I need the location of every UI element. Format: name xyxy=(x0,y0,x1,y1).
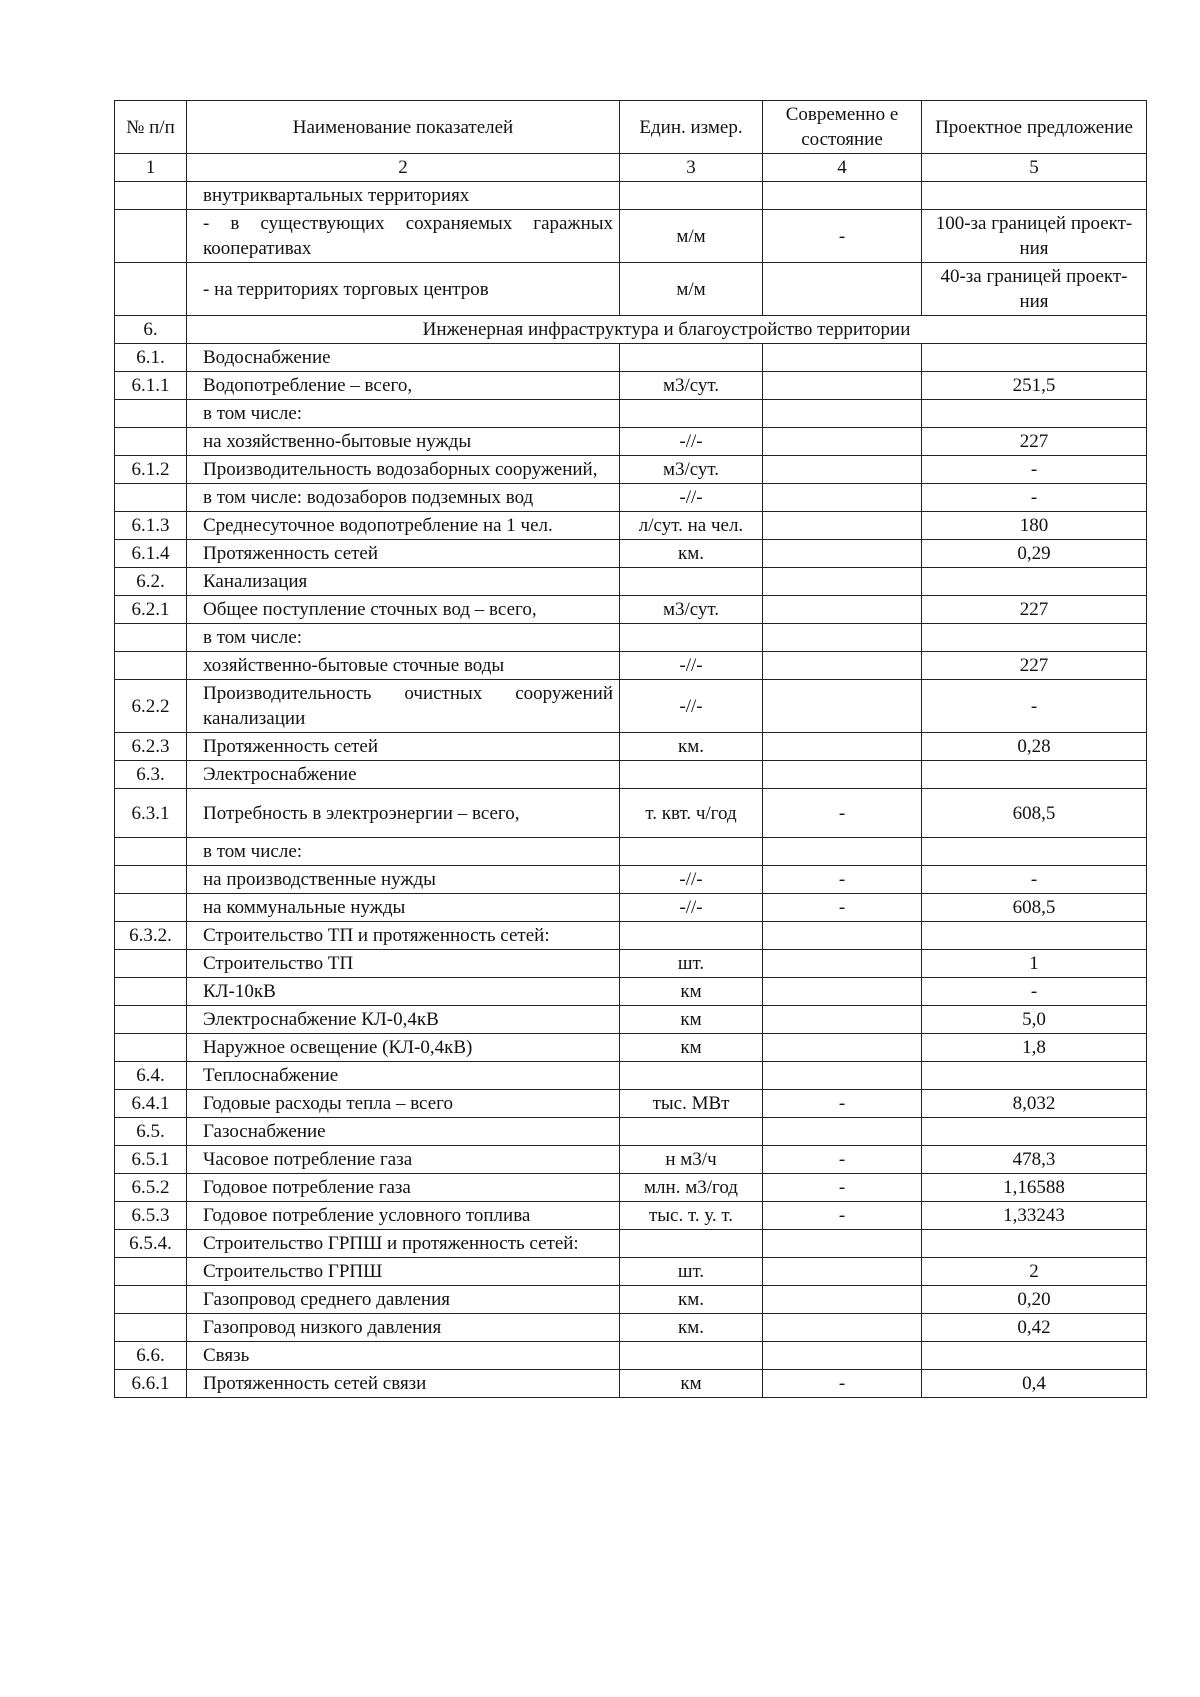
current-state-cell: - xyxy=(763,789,922,838)
current-state-cell xyxy=(763,733,922,761)
unit-cell: км. xyxy=(620,733,763,761)
proposed-value-cell: 1,33243 xyxy=(922,1202,1147,1230)
indicator-name: Протяженность сетей связи xyxy=(187,1370,620,1398)
indicators-table xyxy=(114,100,1147,1398)
table-row xyxy=(115,1034,1147,1062)
current-state-cell xyxy=(763,344,922,372)
row-number xyxy=(115,1006,187,1034)
row-number xyxy=(115,624,187,652)
indicator-name: Строительство ТП и протяженность сетей: xyxy=(187,922,620,950)
row-number: 6.1.1 xyxy=(115,372,187,400)
unit-cell: -//- xyxy=(620,484,763,512)
current-state-cell xyxy=(763,182,922,210)
current-state-cell: - xyxy=(763,1174,922,1202)
current-state-cell xyxy=(763,456,922,484)
current-state-cell: - xyxy=(763,1202,922,1230)
indicator-name: Газопровод среднего давления xyxy=(187,1286,620,1314)
current-state-cell xyxy=(763,1062,922,1090)
row-number: 6.5.1 xyxy=(115,1146,187,1174)
table-row xyxy=(115,372,1147,400)
row-number: 6.4. xyxy=(115,1062,187,1090)
current-state-cell xyxy=(763,400,922,428)
proposed-value-cell xyxy=(922,1230,1147,1258)
table-row xyxy=(115,400,1147,428)
current-state-cell: - xyxy=(763,1370,922,1398)
row-number xyxy=(115,838,187,866)
current-state-cell xyxy=(763,624,922,652)
table-row xyxy=(115,680,1147,733)
proposed-value-cell: 2 xyxy=(922,1258,1147,1286)
row-number: 6.1. xyxy=(115,344,187,372)
indicator-name: внутриквартальных территориях xyxy=(187,182,620,210)
unit-cell: м/м xyxy=(620,210,763,263)
row-number xyxy=(115,182,187,210)
table-row xyxy=(115,456,1147,484)
indicator-name: - в существующих сохраняемых гаражных кооперативах xyxy=(187,210,620,263)
current-state-cell xyxy=(763,1006,922,1034)
current-state-cell: - xyxy=(763,210,922,263)
table-row xyxy=(115,1174,1147,1202)
table-header-row xyxy=(115,101,1147,154)
indicator-name: Водопотребление – всего, xyxy=(187,372,620,400)
table-row xyxy=(115,789,1147,838)
unit-cell xyxy=(620,400,763,428)
proposed-value-cell xyxy=(922,400,1147,428)
row-number xyxy=(115,1034,187,1062)
table-row xyxy=(115,922,1147,950)
proposed-value-cell: 1 xyxy=(922,950,1147,978)
unit-cell: м/м xyxy=(620,263,763,316)
unit-cell xyxy=(620,1342,763,1370)
indicator-name: Канализация xyxy=(187,568,620,596)
current-state-cell xyxy=(763,1342,922,1370)
indicator-name: Строительство ГРПШ и протяженность сетей: xyxy=(187,1230,620,1258)
header-no: № п/п xyxy=(115,101,187,154)
row-number xyxy=(115,652,187,680)
indicator-name: Производительность очистных сооружений канализации xyxy=(187,680,620,733)
indicator-name: Среднесуточное водопотребление на 1 чел. xyxy=(187,512,620,540)
indicator-name: на хозяйственно-бытовые нужды xyxy=(187,428,620,456)
proposed-value-cell: 0,29 xyxy=(922,540,1147,568)
table-row xyxy=(115,652,1147,680)
table-row xyxy=(115,540,1147,568)
current-state-cell xyxy=(763,1314,922,1342)
proposed-value-cell: 0,42 xyxy=(922,1314,1147,1342)
header-unit: Един. измер. xyxy=(620,101,763,154)
row-number: 6.4.1 xyxy=(115,1090,187,1118)
row-number: 6.5.3 xyxy=(115,1202,187,1230)
proposed-value-cell: 608,5 xyxy=(922,789,1147,838)
current-state-cell xyxy=(763,680,922,733)
proposed-value-cell xyxy=(922,922,1147,950)
row-number xyxy=(115,866,187,894)
proposed-value-cell: - xyxy=(922,484,1147,512)
unit-cell xyxy=(620,1230,763,1258)
proposed-value-cell: 180 xyxy=(922,512,1147,540)
current-state-cell xyxy=(763,1034,922,1062)
header-current: Современно е состояние xyxy=(763,101,922,154)
proposed-value-cell: 0,28 xyxy=(922,733,1147,761)
indicator-name: в том числе: xyxy=(187,624,620,652)
unit-cell xyxy=(620,182,763,210)
proposed-value-cell xyxy=(922,761,1147,789)
table-row xyxy=(115,866,1147,894)
indicator-name: Водоснабжение xyxy=(187,344,620,372)
row-number: 6.1.2 xyxy=(115,456,187,484)
current-state-cell xyxy=(763,922,922,950)
proposed-value-cell: 251,5 xyxy=(922,372,1147,400)
row-number: 6.2.1 xyxy=(115,596,187,624)
table-row xyxy=(115,761,1147,789)
indicator-name: Электроснабжение xyxy=(187,761,620,789)
current-state-cell xyxy=(763,978,922,1006)
proposed-value-cell xyxy=(922,344,1147,372)
indicator-name: Электроснабжение КЛ-0,4кВ xyxy=(187,1006,620,1034)
proposed-value-cell: 8,032 xyxy=(922,1090,1147,1118)
indicator-name: Часовое потребление газа xyxy=(187,1146,620,1174)
unit-cell: т. квт. ч/год xyxy=(620,789,763,838)
table-row xyxy=(115,838,1147,866)
unit-cell: км xyxy=(620,1034,763,1062)
current-state-cell xyxy=(763,1258,922,1286)
indicator-name: Газоснабжение xyxy=(187,1118,620,1146)
current-state-cell: - xyxy=(763,894,922,922)
table-row xyxy=(115,596,1147,624)
proposed-value-cell: 227 xyxy=(922,428,1147,456)
column-numbers-row xyxy=(115,154,1147,182)
current-state-cell xyxy=(763,428,922,456)
current-state-cell xyxy=(763,263,922,316)
table-row xyxy=(115,1090,1147,1118)
header-proposed: Проектное предложение xyxy=(922,101,1147,154)
indicator-name: в том числе: xyxy=(187,400,620,428)
proposed-value-cell: 1,16588 xyxy=(922,1174,1147,1202)
table-row xyxy=(115,182,1147,210)
table-row xyxy=(115,428,1147,456)
row-number: 6.3.1 xyxy=(115,789,187,838)
current-state-cell xyxy=(763,1286,922,1314)
proposed-value-cell xyxy=(922,1062,1147,1090)
unit-cell: км. xyxy=(620,1314,763,1342)
indicator-name: в том числе: xyxy=(187,838,620,866)
proposed-value-cell: 227 xyxy=(922,596,1147,624)
current-state-cell: - xyxy=(763,1146,922,1174)
proposed-value-cell: 608,5 xyxy=(922,894,1147,922)
row-number: 6.3.2. xyxy=(115,922,187,950)
row-number xyxy=(115,428,187,456)
proposed-value-cell xyxy=(922,624,1147,652)
unit-cell: -//- xyxy=(620,894,763,922)
unit-cell: -//- xyxy=(620,652,763,680)
proposed-value-cell xyxy=(922,1342,1147,1370)
table-row xyxy=(115,1370,1147,1398)
proposed-value-cell xyxy=(922,1118,1147,1146)
unit-cell xyxy=(620,568,763,596)
row-number: 6.2.2 xyxy=(115,680,187,733)
current-state-cell: - xyxy=(763,1090,922,1118)
row-number xyxy=(115,1258,187,1286)
proposed-value-cell: 40-за границей проект-ния xyxy=(922,263,1147,316)
row-number: 6.6. xyxy=(115,1342,187,1370)
col-number: 5 xyxy=(922,154,1147,182)
indicator-name: Потребность в электроэнергии – всего, xyxy=(187,789,620,838)
table-row xyxy=(115,1342,1147,1370)
header-name: Наименование показателей xyxy=(187,101,620,154)
col-number: 2 xyxy=(187,154,620,182)
proposed-value-cell: 227 xyxy=(922,652,1147,680)
row-number xyxy=(115,400,187,428)
section-number: 6. xyxy=(115,316,187,344)
row-number: 6.2.3 xyxy=(115,733,187,761)
proposed-value-cell: - xyxy=(922,866,1147,894)
unit-cell xyxy=(620,838,763,866)
indicator-name: Годовые расходы тепла – всего xyxy=(187,1090,620,1118)
unit-cell: км xyxy=(620,1006,763,1034)
table-row xyxy=(115,1258,1147,1286)
proposed-value-cell: - xyxy=(922,456,1147,484)
table-row xyxy=(115,1286,1147,1314)
indicator-name: Строительство ТП xyxy=(187,950,620,978)
row-number: 6.5.2 xyxy=(115,1174,187,1202)
table-row xyxy=(115,210,1147,263)
indicator-name: Строительство ГРПШ xyxy=(187,1258,620,1286)
unit-cell: км. xyxy=(620,1286,763,1314)
proposed-value-cell xyxy=(922,568,1147,596)
unit-cell: км. xyxy=(620,540,763,568)
table-row xyxy=(115,1006,1147,1034)
col-number: 1 xyxy=(115,154,187,182)
current-state-cell xyxy=(763,761,922,789)
table-row xyxy=(115,733,1147,761)
unit-cell xyxy=(620,344,763,372)
indicator-name: Протяженность сетей xyxy=(187,540,620,568)
unit-cell: -//- xyxy=(620,866,763,894)
table-row xyxy=(115,512,1147,540)
current-state-cell xyxy=(763,372,922,400)
unit-cell: м3/сут. xyxy=(620,596,763,624)
indicator-name: на производственные нужды xyxy=(187,866,620,894)
current-state-cell xyxy=(763,950,922,978)
table-row xyxy=(115,263,1147,316)
table-row xyxy=(115,1146,1147,1174)
proposed-value-cell: 0,4 xyxy=(922,1370,1147,1398)
indicator-name: в том числе: водозаборов подземных вод xyxy=(187,484,620,512)
unit-cell xyxy=(620,922,763,950)
table-row xyxy=(115,1230,1147,1258)
indicator-name: хозяйственно-бытовые сточные воды xyxy=(187,652,620,680)
row-number: 6.1.4 xyxy=(115,540,187,568)
table-row xyxy=(115,568,1147,596)
unit-cell: км xyxy=(620,1370,763,1398)
section-title: Инженерная инфраструктура и благоустройство территории xyxy=(187,316,1147,344)
current-state-cell xyxy=(763,540,922,568)
unit-cell: тыс. т. у. т. xyxy=(620,1202,763,1230)
current-state-cell xyxy=(763,838,922,866)
current-state-cell xyxy=(763,1230,922,1258)
indicator-name: на коммунальные нужды xyxy=(187,894,620,922)
unit-cell: н м3/ч xyxy=(620,1146,763,1174)
unit-cell: л/сут. на чел. xyxy=(620,512,763,540)
row-number xyxy=(115,950,187,978)
row-number: 6.5. xyxy=(115,1118,187,1146)
current-state-cell xyxy=(763,568,922,596)
unit-cell xyxy=(620,1062,763,1090)
unit-cell: -//- xyxy=(620,680,763,733)
table-row xyxy=(115,950,1147,978)
table-row xyxy=(115,344,1147,372)
row-number: 6.6.1 xyxy=(115,1370,187,1398)
indicator-name: Наружное освещение (КЛ-0,4кВ) xyxy=(187,1034,620,1062)
unit-cell: м3/сут. xyxy=(620,456,763,484)
row-number xyxy=(115,1314,187,1342)
unit-cell: км xyxy=(620,978,763,1006)
indicator-name: Производительность водозаборных сооружений, xyxy=(187,456,620,484)
indicator-name: Общее поступление сточных вод – всего, xyxy=(187,596,620,624)
row-number: 6.5.4. xyxy=(115,1230,187,1258)
unit-cell xyxy=(620,624,763,652)
current-state-cell xyxy=(763,652,922,680)
table-row xyxy=(115,978,1147,1006)
section-row xyxy=(115,316,1147,344)
proposed-value-cell: - xyxy=(922,680,1147,733)
row-number xyxy=(115,978,187,1006)
current-state-cell: - xyxy=(763,866,922,894)
current-state-cell xyxy=(763,1118,922,1146)
row-number xyxy=(115,263,187,316)
col-number: 3 xyxy=(620,154,763,182)
unit-cell xyxy=(620,761,763,789)
table-row xyxy=(115,1314,1147,1342)
proposed-value-cell: 1,8 xyxy=(922,1034,1147,1062)
indicator-name: Связь xyxy=(187,1342,620,1370)
proposed-value-cell: 5,0 xyxy=(922,1006,1147,1034)
row-number: 6.3. xyxy=(115,761,187,789)
indicator-name: Протяженность сетей xyxy=(187,733,620,761)
unit-cell: тыс. МВт xyxy=(620,1090,763,1118)
col-number: 4 xyxy=(763,154,922,182)
row-number xyxy=(115,1286,187,1314)
row-number: 6.1.3 xyxy=(115,512,187,540)
unit-cell: млн. м3/год xyxy=(620,1174,763,1202)
proposed-value-cell: 0,20 xyxy=(922,1286,1147,1314)
table-row xyxy=(115,1062,1147,1090)
table-row xyxy=(115,1202,1147,1230)
row-number xyxy=(115,484,187,512)
proposed-value-cell: 100-за границей проект-ния xyxy=(922,210,1147,263)
table-row xyxy=(115,1118,1147,1146)
table-row xyxy=(115,894,1147,922)
table-row xyxy=(115,624,1147,652)
proposed-value-cell xyxy=(922,838,1147,866)
proposed-value-cell: - xyxy=(922,978,1147,1006)
row-number xyxy=(115,210,187,263)
row-number: 6.2. xyxy=(115,568,187,596)
unit-cell xyxy=(620,1118,763,1146)
indicator-name: КЛ-10кВ xyxy=(187,978,620,1006)
proposed-value-cell xyxy=(922,182,1147,210)
unit-cell: шт. xyxy=(620,950,763,978)
unit-cell: шт. xyxy=(620,1258,763,1286)
indicator-name: Газопровод низкого давления xyxy=(187,1314,620,1342)
current-state-cell xyxy=(763,596,922,624)
row-number xyxy=(115,894,187,922)
unit-cell: -//- xyxy=(620,428,763,456)
indicator-name: Теплоснабжение xyxy=(187,1062,620,1090)
indicator-name: Годовое потребление условного топлива xyxy=(187,1202,620,1230)
unit-cell: м3/сут. xyxy=(620,372,763,400)
proposed-value-cell: 478,3 xyxy=(922,1146,1147,1174)
table-row xyxy=(115,484,1147,512)
indicator-name: - на территориях торговых центров xyxy=(187,263,620,316)
current-state-cell xyxy=(763,512,922,540)
current-state-cell xyxy=(763,484,922,512)
indicator-name: Годовое потребление газа xyxy=(187,1174,620,1202)
